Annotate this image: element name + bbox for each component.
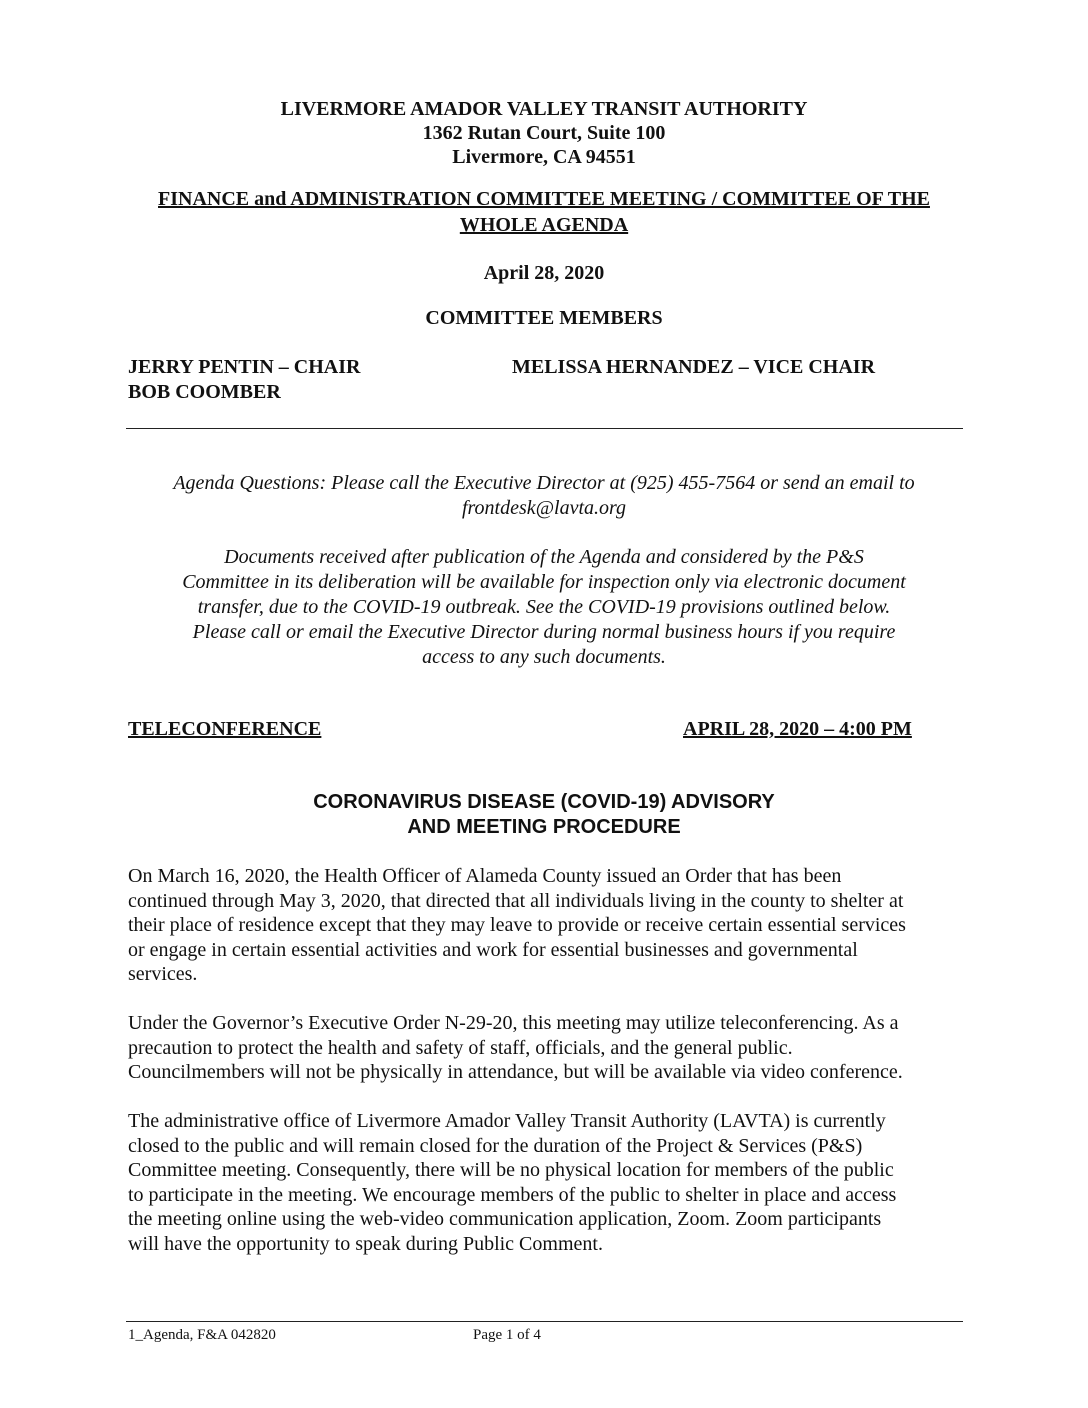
paragraph-line: Councilmembers will not be physically in attendance, but will be available via video conference. [128,1061,903,1083]
notice-documents-line: Please call or email the Executive Director during normal business hours if you require [192,621,896,643]
paragraph-line: services. [128,963,198,985]
notice-documents-line: Documents received after publication of the Agenda and considered by the P&S [224,546,864,568]
paragraph-line: closed to the public and will remain closed for the duration of the Project & Services (P&S) [128,1134,863,1157]
notice-documents-line: transfer, due to the COVID-19 outbreak. See the COVID-19 provisions outlined below. [197,596,891,618]
paragraph-health-order [128,864,968,987]
address-line-2: Livermore, CA 94551 [452,146,636,168]
agenda-title: FINANCE and ADMINISTRATION COMMITTEE MEETING / COMMITTEE OF THE WHOLE AGENDA [158,188,930,236]
member-vice-chair: MELISSA HERNANDEZ – VICE CHAIR [512,356,876,378]
paragraph-line: their place of residence except that they may leave to provide or receive certain essential services [128,914,906,936]
letterhead [0,97,1088,169]
org-name: LIVERMORE AMADOR VALLEY TRANSIT AUTHORITY [280,98,808,120]
paragraph-line: On March 16, 2020, the Health Officer of Alameda County issued an Order that has been [128,865,842,887]
footer-page-number: Page 1 of 4 [473,1327,541,1343]
notice-documents [0,545,1088,670]
paragraph-line: Under the Governor’s Executive Order N-29-20, this meeting may utilize teleconferencing. As a [128,1012,899,1034]
address-line-1: 1362 Rutan Court, Suite 100 [422,122,666,144]
meeting-datetime: APRIL 28, 2020 – 4:00 PM [683,718,912,740]
section-divider [126,428,963,429]
notice-questions [0,471,1088,521]
paragraph-line: precaution to protect the health and safety of staff, officials, and the general public. [128,1036,793,1059]
paragraph-executive-order [128,1011,968,1085]
paragraph-line: Committee meeting. Consequently, there will be no physical location for members of the public [128,1159,894,1181]
meeting-location: TELECONFERENCE [128,718,322,740]
member-chair: JERRY PENTIN – CHAIR [128,356,361,378]
notice-documents-line: Committee in its deliberation will be available for inspection only via electronic document [182,571,906,593]
notice-questions-email: frontdesk@lavta.org [461,497,627,519]
member-bob-coomber: BOB COOMBER [128,381,281,403]
advisory-heading-line: CORONAVIRUS DISEASE (COVID-19) ADVISORY [313,791,775,813]
meeting-date: April 28, 2020 [483,262,605,284]
paragraph-line: to participate in the meeting. We encourage members of the public to shelter in place and access [128,1183,897,1206]
notice-documents-line: access to any such documents. [422,646,666,668]
paragraph-line: The administrative office of Livermore Amador Valley Transit Authority (LAVTA) is currently [128,1110,886,1132]
paragraph-line: or engage in certain essential activities and work for essential businesses and governmental [128,938,858,961]
footer-divider [126,1321,963,1322]
paragraph-line: will have the opportunity to speak during Public Comment. [128,1232,603,1255]
paragraph-line: the meeting online using the web-video communication application, Zoom. Zoom participants [128,1208,882,1230]
advisory-heading-line: AND MEETING PROCEDURE [407,816,681,838]
members-heading: COMMITTEE MEMBERS [425,307,663,329]
advisory-heading [0,790,1088,840]
paragraph-office-closure [128,1109,968,1256]
footer-doc-id: 1_Agenda, F&A 042820 [128,1327,276,1343]
paragraph-line: continued through May 3, 2020, that directed that all individuals living in the county to shelter at [128,889,904,912]
notice-questions-line: Agenda Questions: Please call the Executive Director at (925) 455-7564 or send an email to [173,472,915,494]
